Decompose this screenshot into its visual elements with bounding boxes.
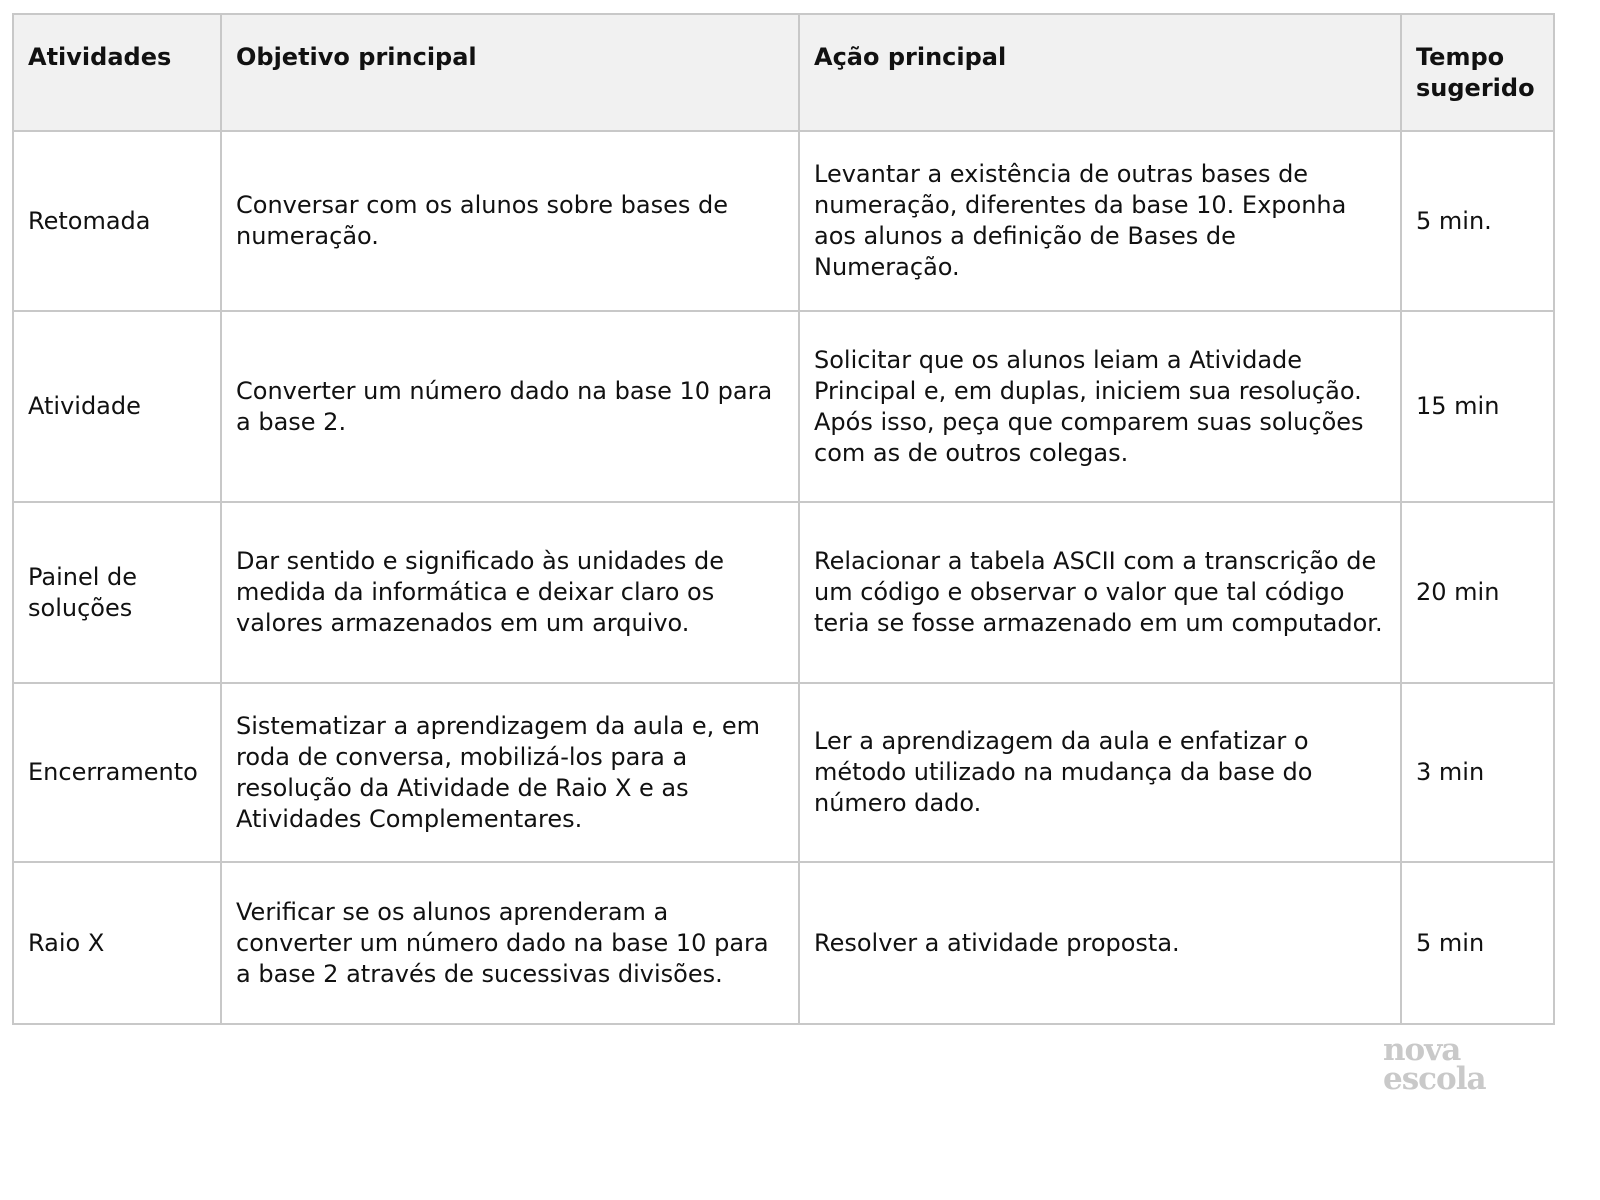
cell-acao: Solicitar que os alunos leiam a Atividade Principal e, em duplas, iniciem sua resolução. Após isso, peça que comparem suas soluções com as de outros colegas. <box>799 311 1401 502</box>
cell-tempo: 5 min. <box>1401 131 1554 311</box>
table-row <box>13 502 1554 683</box>
cell-objetivo: Dar sentido e significado às unidades de medida da informática e deixar claro os valores armazenados em um arquivo. <box>221 502 799 683</box>
cell-tempo: 20 min <box>1401 502 1554 683</box>
logo-line-nova: nova <box>1383 1032 1461 1068</box>
cell-tempo: 3 min <box>1401 683 1554 862</box>
cell-atividade: Atividade <box>13 311 221 502</box>
cell-atividade: Encerramento <box>13 683 221 862</box>
header-atividades: Atividades <box>13 14 221 131</box>
cell-objetivo: Sistematizar a aprendizagem da aula e, em roda de conversa, mobilizá-los para a resolução da Atividade de Raio X e as Atividades Complementares. <box>221 683 799 862</box>
table-row <box>13 862 1554 1024</box>
table-row <box>13 683 1554 862</box>
nova-escola-logo <box>1383 1032 1503 1097</box>
logo-line-escola: escola <box>1383 1061 1486 1097</box>
cell-acao: Ler a aprendizagem da aula e enfatizar o método utilizado na mudança da base do número dado. <box>799 683 1401 862</box>
cell-atividade: Raio X <box>13 862 221 1024</box>
cell-atividade: Painel de soluções <box>13 502 221 683</box>
header-objetivo-principal: Objetivo principal <box>221 14 799 131</box>
cell-acao: Resolver a atividade proposta. <box>799 862 1401 1024</box>
lesson-plan-table <box>12 13 1555 1025</box>
header-tempo-sugerido: Tempo sugerido <box>1401 14 1554 131</box>
header-acao-principal: Ação principal <box>799 14 1401 131</box>
cell-atividade: Retomada <box>13 131 221 311</box>
cell-acao: Relacionar a tabela ASCII com a transcrição de um código e observar o valor que tal código teria se fosse armazenado em um computador. <box>799 502 1401 683</box>
table-row <box>13 131 1554 311</box>
table-row <box>13 311 1554 502</box>
cell-tempo: 5 min <box>1401 862 1554 1024</box>
table-header-row <box>13 14 1554 131</box>
cell-objetivo: Verificar se os alunos aprenderam a converter um número dado na base 10 para a base 2 através de sucessivas divisões. <box>221 862 799 1024</box>
cell-tempo: 15 min <box>1401 311 1554 502</box>
cell-objetivo: Conversar com os alunos sobre bases de numeração. <box>221 131 799 311</box>
cell-acao: Levantar a existência de outras bases de numeração, diferentes da base 10. Exponha aos alunos a definição de Bases de Numeração. <box>799 131 1401 311</box>
cell-objetivo: Converter um número dado na base 10 para a base 2. <box>221 311 799 502</box>
